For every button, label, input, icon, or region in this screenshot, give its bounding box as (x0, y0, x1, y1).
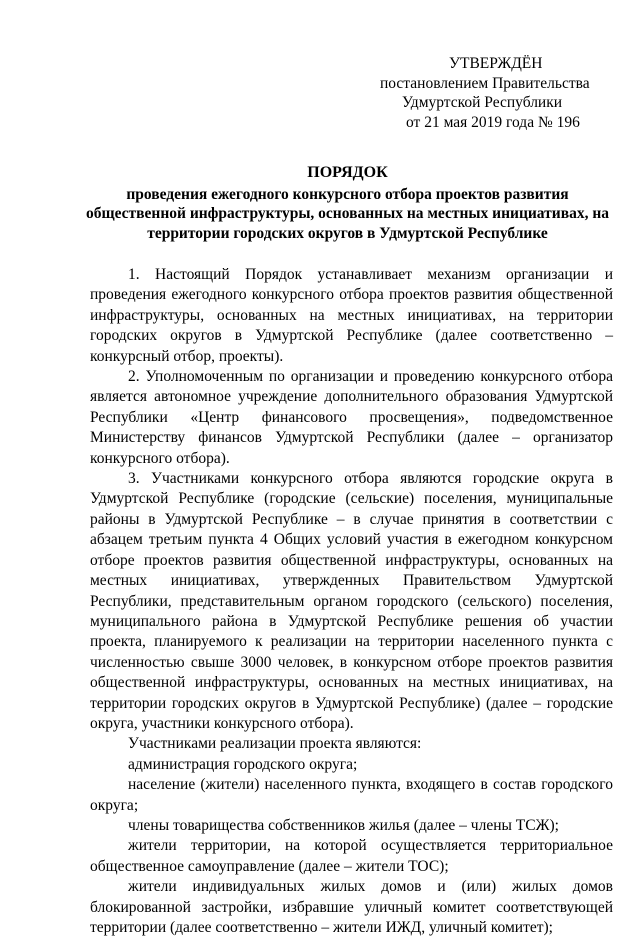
paragraph-participants: Участниками реализации проекта являются: (128, 735, 422, 753)
approval-stamp (374, 54, 624, 132)
document-heading (80, 163, 615, 243)
approval-title: УТВЕРЖДЁН (449, 55, 543, 72)
approval-date: от 21 мая 2019 года № 196 (406, 113, 580, 131)
approval-line: постановлением Правительства (380, 74, 590, 92)
list-item: жители территории, на которой осуществляется территориальное общественное самоуправление (далее – жители ТОС); (90, 837, 613, 875)
paragraph-2: 2. Уполномоченным по организации и проведению конкурсного отбора является автономное учреждение дополнительного образования Удмуртской Республики «Центр финансового просвещения», подведомственное Министерству финансов Удмуртской Республики (далее – организатор конкурсного отбора). (90, 368, 613, 467)
list-item: жители индивидуальных жилых домов и (или) жилых домов блокированной застройки, избравшие уличный комитет соответствующей территории (далее соответственно – жители ИЖД, уличный комитет); (90, 878, 613, 936)
list-item: администрация городского округа; (128, 755, 358, 773)
approval-line: Удмуртской Республики (402, 94, 563, 111)
paragraph-3: 3. Участниками конкурсного отбора являются городские округа в Удмуртской Республике (городские (сельские) поселения, муниципальные районы в Удмуртской Республике – в случае принятия в соответствии с абзацем третьим пункта 4 Общих условий участия в ежегодном конкурсном отборе проектов развития общественной инфраструктуры, основанных на местных инициативах, утвержденных Правительством Удмуртской Республики, представительным органом городского (сельского) поселения, муниципального района в Удмуртской Республике решения об участии проекта, планируемого к реализации на территории населенного пункта с численностью свыше 3000 человек, в конкурсном отборе проектов развития общественной инфраструктуры, основанных на местных инициативах, на территории городских округов в Удмуртской Республике) (далее – городские округа, участники конкурсного отбора). (90, 470, 613, 732)
document-title: ПОРЯДОК (307, 164, 388, 181)
list-item: население (жители) населенного пункта, входящего в состав городского округа; (90, 776, 613, 814)
paragraph-1: 1. Настоящий Порядок устанавливает механизм организации и проведения ежегодного конкурсного отбора проектов развития общественной инфраструктуры, основанных на местных инициативах, на территории городских округов в Удмуртской Республике (далее соответственно – конкурсный отбор, проекты). (90, 266, 613, 365)
document-subtitle: проведения ежегодного конкурсного отбора проектов развития общественной инфраструктуры, основанных на местных инициативах, на территории городских округов в Удмуртской Республике (86, 185, 609, 242)
document-body (90, 265, 613, 938)
list-item: члены товарищества собственников жилья (далее – члены ТСЖ); (128, 816, 559, 834)
